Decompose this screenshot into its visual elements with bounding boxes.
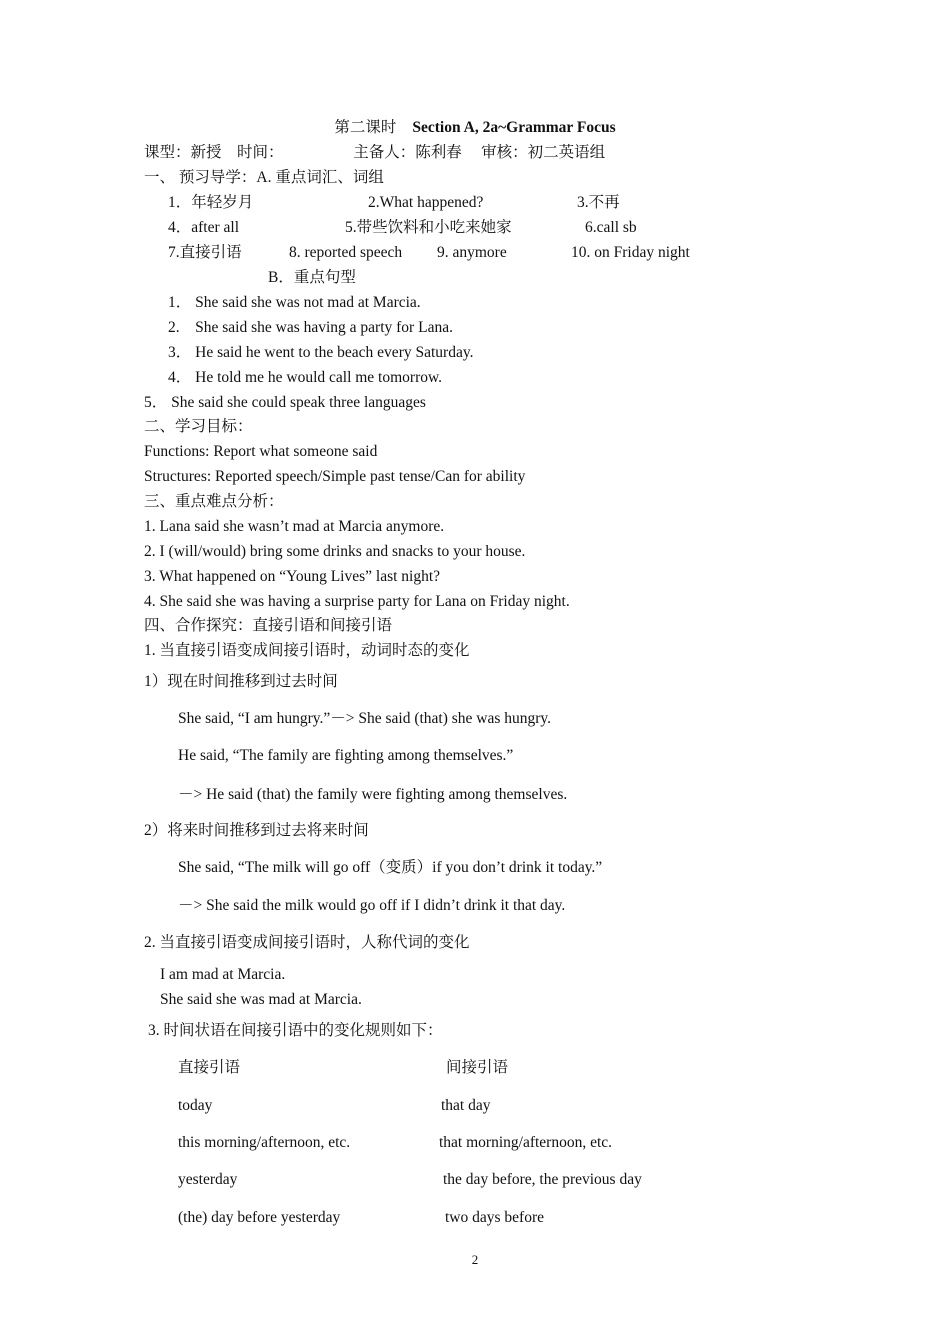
vocab-3: 3.不再 [577, 194, 620, 211]
key-sentence-5: 5． She said she could speak three languages [144, 394, 426, 411]
example-5: －> She said the milk would go off if I didn’t drink it that day. [178, 897, 566, 914]
page-title [0, 118, 950, 138]
table-cell-reported: that day [441, 1097, 491, 1114]
rule-1a-heading: 1）现在时间推移到过去时间 [144, 673, 338, 690]
key-sentence-3: 3． He said he went to the beach every Saturday. [168, 344, 474, 361]
lesson-meta: 课型：新授 时间： 主备人：陈利春 审核：初二英语组 [144, 144, 606, 161]
table-cell-direct: yesterday [178, 1171, 238, 1188]
table-header-reported: 间接引语 [446, 1059, 509, 1076]
table-cell-reported: two days before [445, 1209, 544, 1226]
table-cell-direct: (the) day before yesterday [178, 1209, 341, 1226]
example-2: He said, “The family are fighting among themselves.” [178, 747, 514, 764]
difficulty-4: 4. She said she was having a surprise party for Lana on Friday night. [144, 593, 570, 610]
vocab-8: 8. reported speech [289, 244, 403, 261]
difficulty-3: 3. What happened on “Young Lives” last night? [144, 568, 441, 585]
table-cell-direct: today [178, 1097, 213, 1114]
vocab-4: 4．after all [168, 219, 240, 236]
section-2-heading: 二、学习目标： [144, 418, 253, 435]
rule-2-heading: 2. 当直接引语变成间接引语时，人称代词的变化 [144, 934, 470, 951]
example-3: －> He said (that) the family were fighting among themselves. [178, 786, 568, 803]
key-sentence-4: 4． He told me he would call me tomorrow. [168, 369, 443, 386]
vocab-10: 10. on Friday night [571, 244, 690, 261]
example-4: She said, “The milk will go off（变质）if you don’t drink it today.” [178, 859, 603, 876]
example-7: She said she was mad at Marcia. [160, 991, 362, 1008]
vocab-9: 9. anymore [437, 244, 507, 261]
rule-1b-heading: 2）将来时间推移到过去将来时间 [144, 822, 369, 839]
difficulty-2: 2. I (will/would) bring some drinks and snacks to your house. [144, 543, 526, 560]
page-number: 2 [471, 1252, 479, 1267]
table-header-direct: 直接引语 [178, 1059, 241, 1076]
example-1: She said, “I am hungry.”－> She said (that) she was hungry. [178, 710, 552, 727]
vocab-2: 2.What happened? [368, 194, 484, 211]
vocab-6: 6.call sb [585, 219, 637, 236]
section-4-heading: 四、合作探究：直接引语和间接引语 [144, 617, 393, 634]
title-lesson: 第二课时 [334, 119, 397, 136]
rule-1-heading: 1. 当直接引语变成间接引语时，动词时态的变化 [144, 642, 470, 659]
vocab-5: 5.带些饮料和小吃来她家 [345, 219, 512, 236]
section-1b-heading: B．重点句型 [268, 269, 356, 286]
table-cell-reported: the day before, the previous day [443, 1171, 642, 1188]
title-section: Section A, 2a~Grammar Focus [412, 119, 616, 136]
vocab-1: 1．年轻岁月 [168, 194, 254, 211]
section-1-heading: 一、 预习导学：A. 重点词汇、词组 [144, 169, 384, 186]
key-sentence-2: 2. She said she was having a party for Lana. [168, 319, 453, 336]
rule-3-heading: 3. 时间状语在间接引语中的变化规则如下： [148, 1022, 443, 1039]
table-cell-direct: this morning/afternoon, etc. [178, 1134, 351, 1151]
structures-line: Structures: Reported speech/Simple past tense/Can for ability [144, 468, 526, 485]
difficulty-1: 1. Lana said she wasn’t mad at Marcia anymore. [144, 518, 445, 535]
vocab-7: 7.直接引语 [168, 244, 242, 261]
table-cell-reported: that morning/afternoon, etc. [439, 1134, 613, 1151]
example-6: I am mad at Marcia. [160, 966, 286, 983]
key-sentence-1: 1． She said she was not mad at Marcia. [168, 294, 421, 311]
section-3-heading: 三、重点难点分析： [144, 493, 284, 510]
functions-line: Functions: Report what someone said [144, 443, 378, 460]
